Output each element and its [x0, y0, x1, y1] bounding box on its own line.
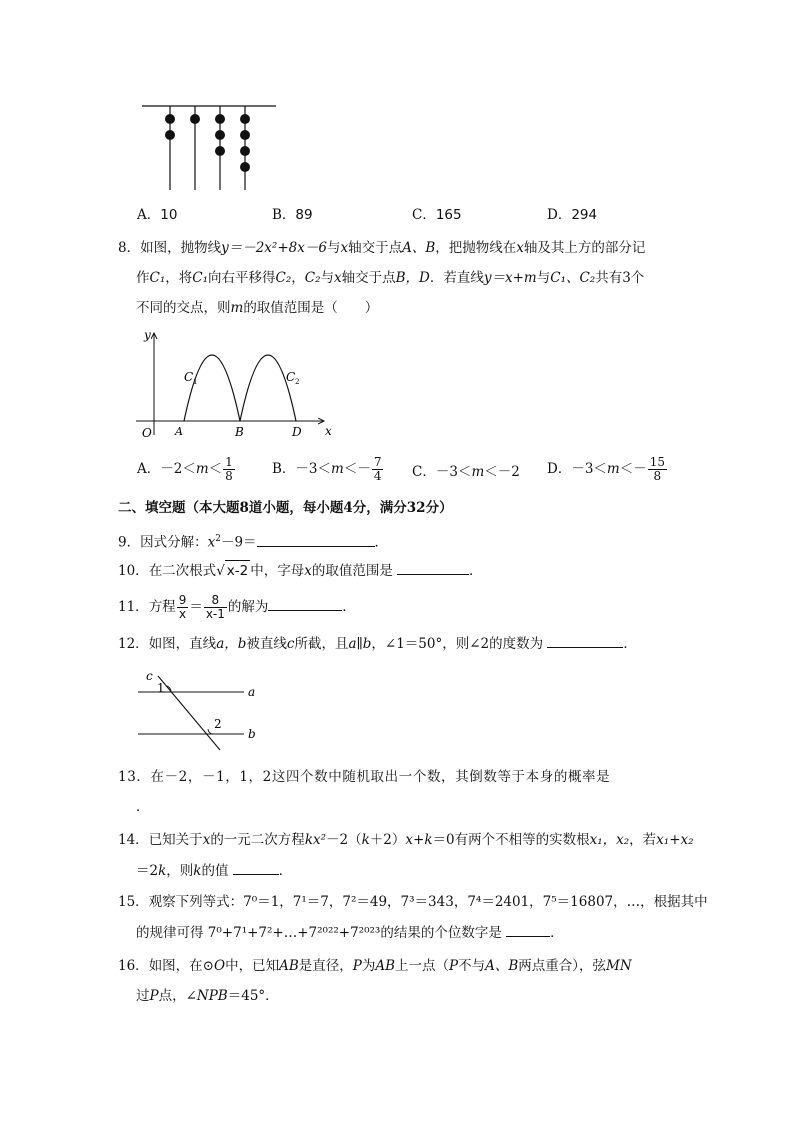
q7-option-c: C．165 [412, 207, 462, 223]
q9: 9．因式分解：$x^2-9=$ ． [118, 529, 388, 553]
q13: 13．在－2，－1，1，2这四个数中随机取出一个数，其倒数等于本身的概率是 [118, 769, 611, 785]
q10: 10．在二次根式√ x-2 中，字母x的取值范围是 ． [118, 560, 483, 581]
graph-label-b: B [235, 425, 244, 439]
q10-answer-blank[interactable] [397, 560, 469, 575]
q15-answer-blank[interactable] [506, 922, 550, 937]
abacus-figure [138, 100, 280, 192]
graph-label-c2: C [286, 370, 296, 384]
q15-line2: 的规律可得 7⁰+7¹+7²+…+7²⁰²²+7²⁰²³的结果的个位数字是 ． [136, 922, 564, 943]
q7-option-d: D．294 [547, 207, 598, 223]
svg-text:2: 2 [295, 378, 300, 386]
q8-option-c: C．－3＜m＜－2 [412, 464, 520, 480]
q16-line1: 16．如图，在⊙O中，已知AB是直径，P为AB上一点（P不与A、B两点重合），弦MN [118, 958, 632, 974]
q11-answer-blank[interactable] [268, 596, 342, 611]
q7-option-b: B．89 [272, 207, 313, 223]
q11: 11．方程 $\frac{9}{x}$ ＝ $\frac{8}{x-1}$ 的解为 ． [118, 593, 356, 621]
q13-line2: ． [136, 799, 150, 815]
graph-label-y: y [144, 328, 151, 342]
parallel-lines-figure [132, 664, 264, 752]
q8-option-a: A．－2＜m＜ $\frac{1}{8}$ [137, 455, 233, 483]
q8-line1: 8．如图，抛物线y＝－2x²+8x－6与x轴交于点A、B，把抛物线在x轴及其上方的部分记 [118, 240, 646, 256]
q14-line1: 14．已知关于x的一元二次方程kx²－2（k＋2）x+k＝0有两个不相等的实数根x₁，x₂，若x₁+x₂ [118, 832, 694, 848]
label-b: b [248, 727, 256, 741]
section-2-title: 二、填空题（本大题8道小题，每小题4分，满分32分） [118, 500, 453, 516]
q8-line2: 作C₁，将C₁向右平移得C₂，C₂与x轴交于点B，D．若直线y＝x+m与C₁、C₂共有3个 [136, 270, 645, 286]
label-angle-1: 1 [157, 681, 165, 695]
graph-label-o: O [142, 426, 152, 440]
label-c: c [146, 669, 153, 683]
graph-label-a: A [175, 425, 183, 438]
label-angle-2: 2 [214, 717, 222, 731]
svg-text:1: 1 [193, 378, 198, 386]
q8-option-d: D．－3＜m＜－ $\frac{15}{8}$ [547, 455, 666, 483]
graph-label-d: D [292, 425, 302, 439]
q8-option-b: B．－3＜m＜－ $\frac{7}{4}$ [272, 455, 382, 483]
q12: 12．如图，直线a，b被直线c所截，且a∥b，∠1＝50°，则∠2的度数为 ． [118, 633, 637, 654]
parabola-graph [132, 325, 342, 440]
q8-line3: 不同的交点，则m的取值范围是（ ） [136, 300, 379, 316]
label-a: a [248, 685, 256, 699]
q14-answer-blank[interactable] [233, 860, 279, 875]
q9-answer-blank[interactable] [257, 532, 375, 547]
graph-label-c1: C [184, 370, 194, 384]
q14-line2: ＝2k，则k的值 ． [136, 860, 292, 881]
q16-line2: 过P点，∠NPB＝45°． [136, 988, 279, 1004]
q15-line1: 15．观察下列等式：7⁰＝1，7¹＝7，7²＝49，7³＝343，7⁴＝2401，7⁵＝16807，…，根据其中 [118, 894, 708, 910]
q12-answer-blank[interactable] [547, 633, 623, 648]
q7-option-a: A．10 [137, 207, 178, 223]
graph-label-x: x [325, 424, 332, 438]
